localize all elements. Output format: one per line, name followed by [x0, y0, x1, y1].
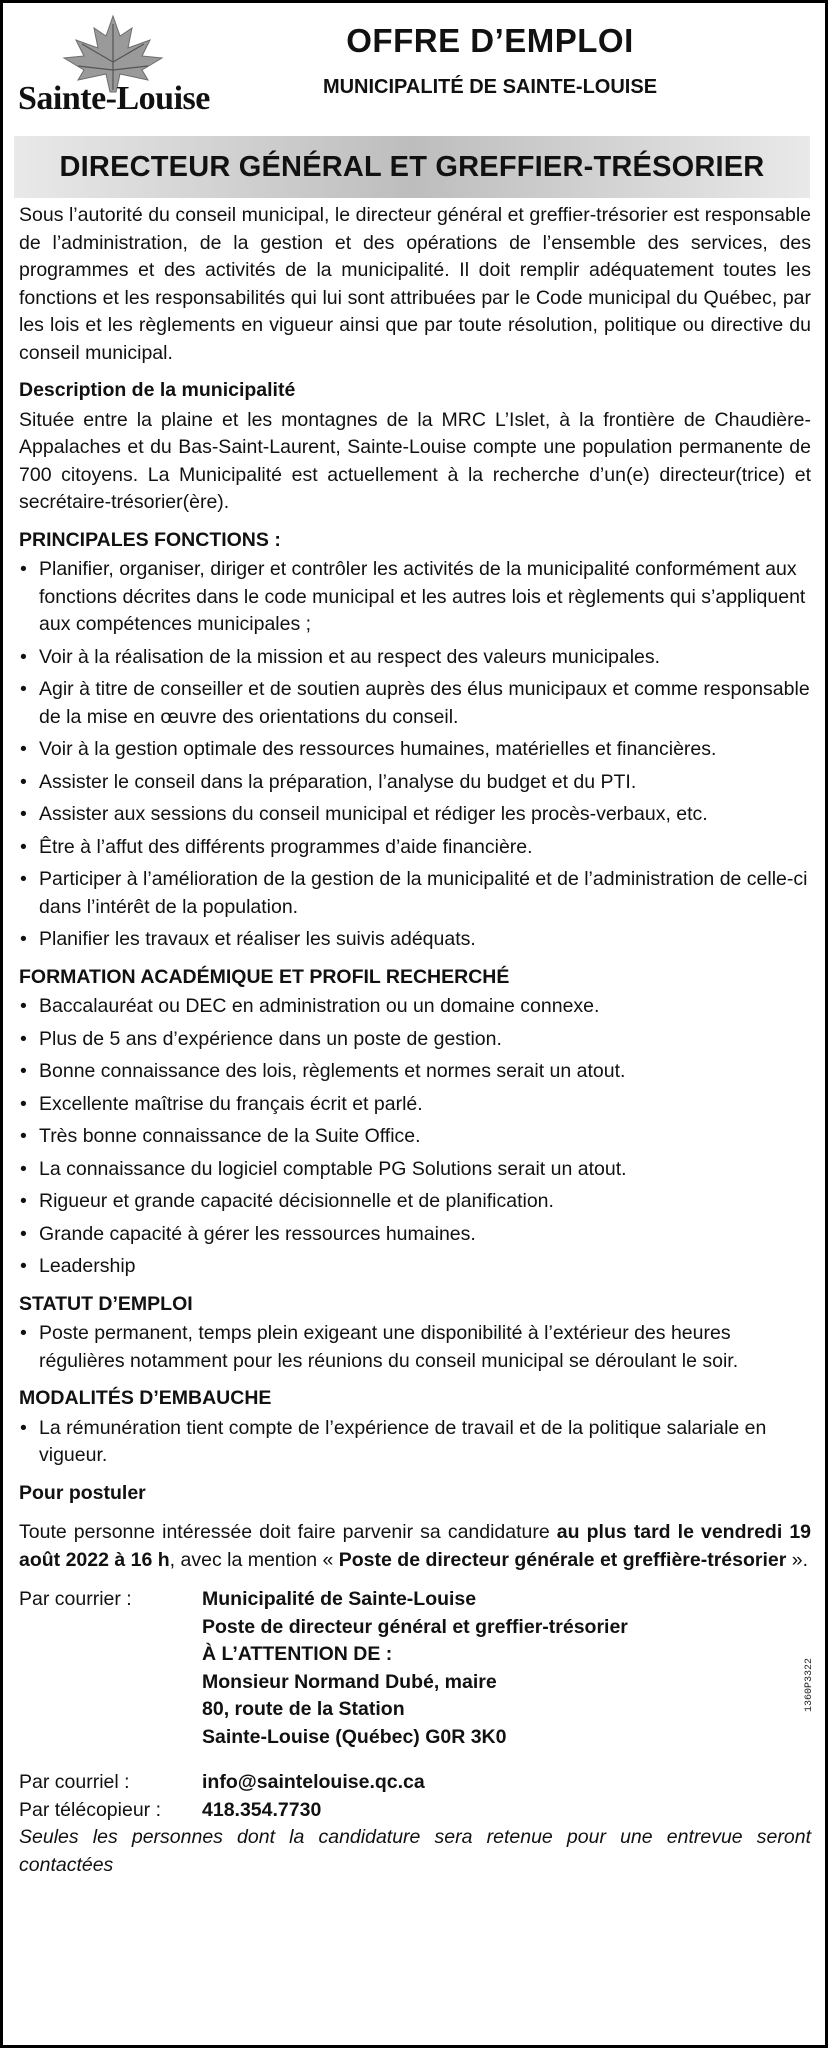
email-label: Par courriel :	[19, 1771, 130, 1793]
closing-note: Seules les personnes dont la candidature sera retenue pour une entrevue seront contactées	[19, 1826, 811, 1876]
mail-line: Monsieur Normand Dubé, maire	[202, 1670, 497, 1693]
list-item: • Assister le conseil dans la préparation, l’analyse du budget et du PTI.	[19, 769, 811, 797]
mail-line: Sainte-Louise (Québec) G0R 3K0	[202, 1725, 507, 1748]
mail-line: 80, route de la Station	[202, 1698, 405, 1720]
apply-mention: Poste de directeur générale et greffière-trésorier	[338, 1548, 787, 1571]
mail-line: Poste de directeur général et greffier-trésorier	[202, 1615, 628, 1638]
list-item: • La connaissance du logiciel comptable PG Solutions serait un atout.	[19, 1156, 811, 1184]
profile-list	[19, 993, 811, 1281]
list-item: • Être à l’affut des différents programmes d’aide financière.	[19, 834, 811, 862]
email-row	[19, 1769, 811, 1797]
intro-paragraph: Sous l’autorité du conseil municipal, le directeur général et greffier-trésorier est responsable de l’administration, de la gestion et des opérations de l’ensemble des services, des programmes et des activités de la municipalité. Il doit remplir adéquatement toutes les fonctions et les responsabilités qui lui sont attribuées par le Code municipal du Québec, par les lois et les règlements en vigueur ainsi que par toute résolution, politique ou directive du conseil municipal.	[19, 204, 811, 364]
list-item: • Plus de 5 ans d’expérience dans un poste de gestion.	[19, 1026, 811, 1054]
mail-line: À L’ATTENTION DE :	[202, 1643, 393, 1665]
fax-label: Par télécopieur :	[19, 1798, 161, 1821]
list-item: • Assister aux sessions du conseil municipal et rédiger les procès-verbaux, etc.	[19, 801, 811, 829]
status-list	[19, 1320, 811, 1375]
apply-paragraph	[19, 1519, 811, 1574]
apply-text-3: ».	[786, 1548, 809, 1571]
list-item: • Planifier les travaux et réaliser les suivis adéquats.	[19, 926, 811, 954]
ad-subtitle: MUNICIPALITÉ DE SAINTE-LOUISE	[322, 76, 658, 98]
mail-block	[19, 1586, 811, 1751]
list-item: • Planifier, organiser, diriger et contrôler les activités de la municipalité conformément aux fonctions décrites dans le code municipal et les autres lois et règlements qui s’appliquent aux compétences municipales ;	[19, 556, 811, 639]
list-item: • Très bonne connaissance de la Suite Office.	[19, 1123, 811, 1151]
status-heading: STATUT D’EMPLOI	[19, 1292, 193, 1315]
list-item: • Voir à la gestion optimale des ressources humaines, matérielles et financières.	[19, 736, 811, 764]
list-item: • Voir à la réalisation de la mission et au respect des valeurs municipales.	[19, 644, 811, 672]
list-item: • Participer à l’amélioration de la gestion de la municipalité et de l’administration de celle-ci dans l’intérêt de la population.	[19, 866, 811, 921]
ad-header	[0, 0, 822, 130]
mail-line: Municipalité de Sainte-Louise	[202, 1588, 477, 1610]
list-item: • La rémunération tient compte de l’expérience de travail et de la politique salariale en vigueur.	[19, 1415, 811, 1470]
fax-number: 418.354.7730	[202, 1798, 322, 1821]
hiring-list	[19, 1415, 811, 1470]
fax-row	[19, 1797, 811, 1825]
logo-wordmark: Sainte-Louise	[18, 80, 210, 117]
apply-deadline: au plus tard le vendredi 19 août 2022 à 16 h	[19, 1521, 812, 1571]
description-heading: Description de la municipalité	[19, 379, 296, 401]
list-item: • Grande capacité à gérer les ressources humaines.	[19, 1221, 811, 1249]
list-item: • Baccalauréat ou DEC en administration ou un domaine connexe.	[19, 993, 811, 1021]
list-item: • Bonne connaissance des lois, règlements et normes serait un atout.	[19, 1058, 811, 1086]
list-item: • Poste permanent, temps plein exigeant une disponibilité à l’extérieur des heures régulières notamment pour les réunions du conseil municipal se déroulant le soir.	[19, 1320, 811, 1375]
apply-heading: Pour postuler	[19, 1481, 146, 1504]
job-title-banner	[14, 136, 810, 198]
ad-body	[19, 202, 811, 1879]
email-link[interactable]: info@saintelouise.qc.ca	[202, 1771, 425, 1793]
list-item: • Excellente maîtrise du français écrit et parlé.	[19, 1091, 811, 1119]
description-paragraph: Située entre la plaine et les montagnes de la MRC L’Islet, à la frontière de Chaudière-Appalaches et du Bas-Saint-Laurent, Sainte-Louise compte une population permanente de 700 citoyens. La Municipalité est actuellement à la recherche d’un(e) directeur(trice) et secrétaire-trésorier(ère).	[19, 408, 811, 513]
functions-heading: PRINCIPALES FONCTIONS :	[19, 528, 281, 551]
apply-text-2: , avec la mention «	[169, 1548, 339, 1571]
functions-list	[19, 556, 811, 954]
apply-text-1: Toute personne intéressée doit faire parvenir sa candidature	[19, 1521, 557, 1543]
list-item: • Agir à titre de conseiller et de soutien auprès des élus municipaux et comme responsable de la mise en œuvre des orientations du conseil.	[19, 676, 811, 731]
ad-title: OFFRE D’EMPLOI	[346, 22, 634, 59]
list-item: • Leadership	[19, 1253, 811, 1281]
municipality-logo	[18, 14, 210, 124]
list-item: • Rigueur et grande capacité décisionnelle et de planification.	[19, 1188, 811, 1216]
mail-label: Par courrier :	[19, 1588, 132, 1610]
ad-code: 1360P3322	[804, 1657, 815, 1712]
hiring-heading: MODALITÉS D’EMBAUCHE	[19, 1387, 272, 1409]
profile-heading: FORMATION ACADÉMIQUE ET PROFIL RECHERCHÉ	[19, 965, 510, 988]
mail-address	[202, 1586, 628, 1751]
job-title: DIRECTEUR GÉNÉRAL ET GREFFIER-TRÉSORIER	[59, 150, 765, 183]
